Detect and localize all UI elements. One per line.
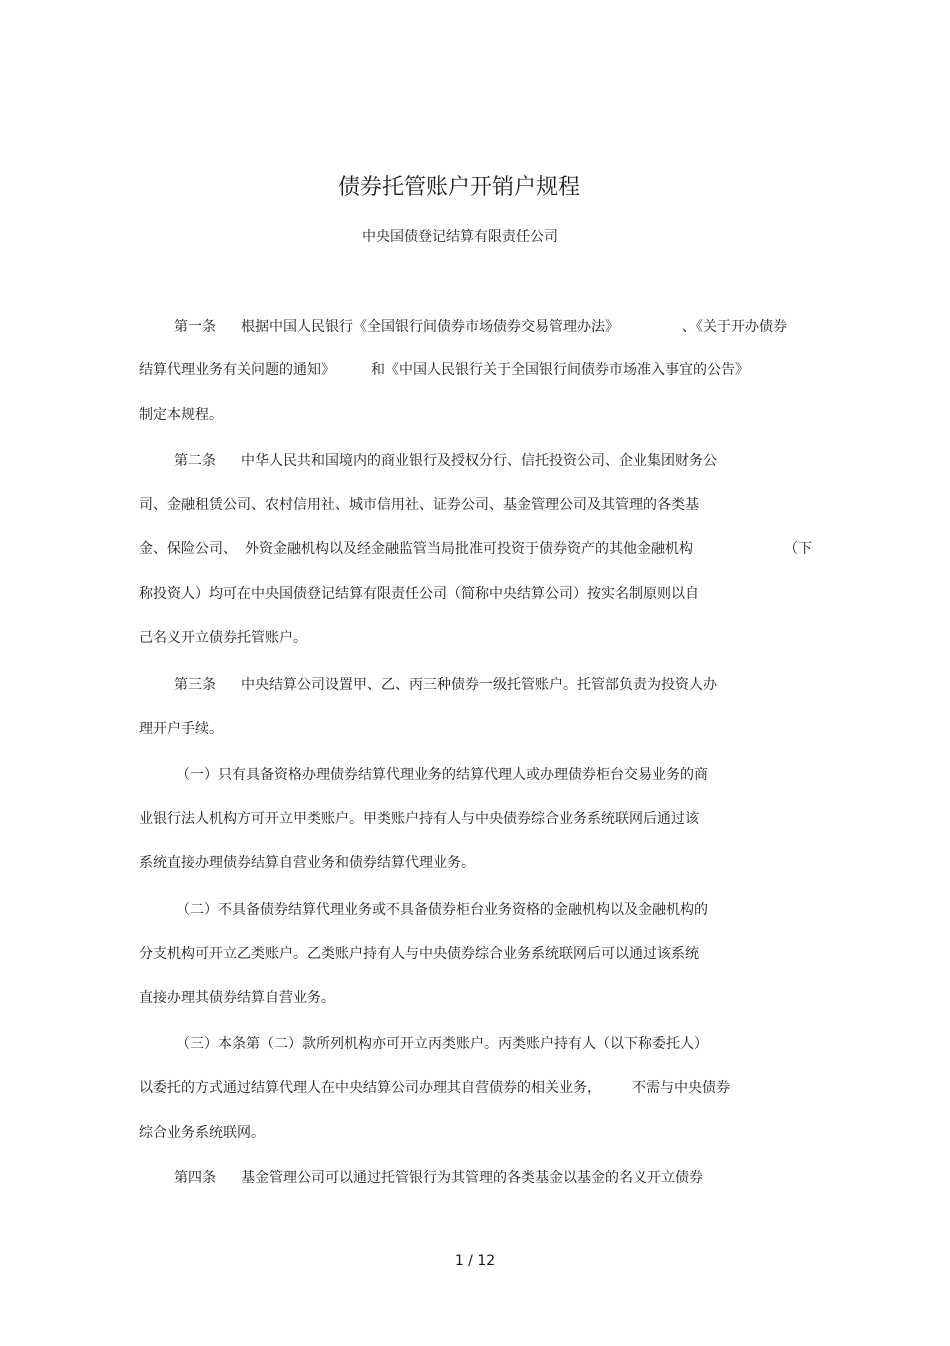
paragraph-line: 称投资人）均可在中央国债登记结算有限责任公司（简称中央结算公司）按实名制原则以自	[139, 586, 699, 602]
paragraph-line: 直接办理其债券结算自营业务。	[139, 990, 335, 1006]
paragraph-line: 分支机构可开立乙类账户。乙类账户持有人与中央债券综合业务系统联网后可以通过该系统	[139, 946, 699, 962]
paragraph-line: （下	[784, 541, 812, 557]
paragraph-line: 系统直接办理债券结算自营业务和债券结算代理业务。	[139, 855, 475, 871]
article-4-heading: 第四条	[174, 1170, 216, 1186]
paragraph-line: 业银行法人机构方可开立甲类账户。甲类账户持有人与中央债券综合业务系统联网后通过该	[139, 811, 699, 827]
paragraph-line: 金、保险公司、	[139, 541, 237, 557]
paragraph-line: 根据中国人民银行《全国银行间债券市场债券交易管理办法》	[241, 319, 619, 335]
paragraph-line: 以委托的方式通过结算代理人在中央结算公司办理其自营债券的相关业务，	[139, 1080, 601, 1096]
page-number: 1 / 12	[454, 1253, 496, 1269]
paragraph-line: 己名义开立债券托管账户。	[139, 630, 307, 646]
article-3-heading: 第三条	[174, 677, 216, 693]
paragraph-line: 不需与中央债券	[632, 1080, 730, 1096]
clause-1-line: （一）只有具备资格办理债券结算代理业务的结算代理人或办理债券柜台交易业务的商	[176, 767, 708, 783]
paragraph-line: 理开户手续。	[139, 721, 223, 737]
clause-3-line: （三）本条第（二）款所列机构亦可开立丙类账户。丙类账户持有人（以下称委托人）	[176, 1036, 708, 1052]
paragraph-line: 综合业务系统联网。	[139, 1125, 265, 1141]
paragraph-line: 司、金融租赁公司、农村信用社、城市信用社、证券公司、基金管理公司及其管理的各类基	[139, 497, 699, 513]
paragraph-line: 中华人民共和国境内的商业银行及授权分行、信托投资公司、企业集团财务公	[241, 453, 717, 469]
paragraph-line: 外资金融机构以及经金融监管当局批准可投资于债券资产的其他金融机构	[245, 541, 693, 557]
article-1-heading: 第一条	[174, 319, 216, 335]
document-subtitle: 中央国债登记结算有限责任公司	[362, 229, 558, 245]
paragraph-line: 和《中国人民银行关于全国银行间债券市场准入事宜的公告》	[371, 362, 749, 378]
paragraph-line: 中央结算公司设置甲、乙、丙三种债券一级托管账户。托管部负责为投资人办	[241, 677, 717, 693]
clause-2-line: （二）不具备债券结算代理业务或不具备债券柜台业务资格的金融机构以及金融机构的	[176, 902, 708, 918]
paragraph-line: 基金管理公司可以通过托管银行为其管理的各类基金以基金的名义开立债券	[241, 1170, 703, 1186]
paragraph-line: 制定本规程。	[139, 407, 223, 423]
article-2-heading: 第二条	[174, 453, 216, 469]
paragraph-line: 结算代理业务有关问题的通知》	[139, 362, 335, 378]
document-title: 债券托管账户开销户规程	[337, 175, 580, 200]
paragraph-line: 、《关于开办债券	[682, 319, 787, 335]
